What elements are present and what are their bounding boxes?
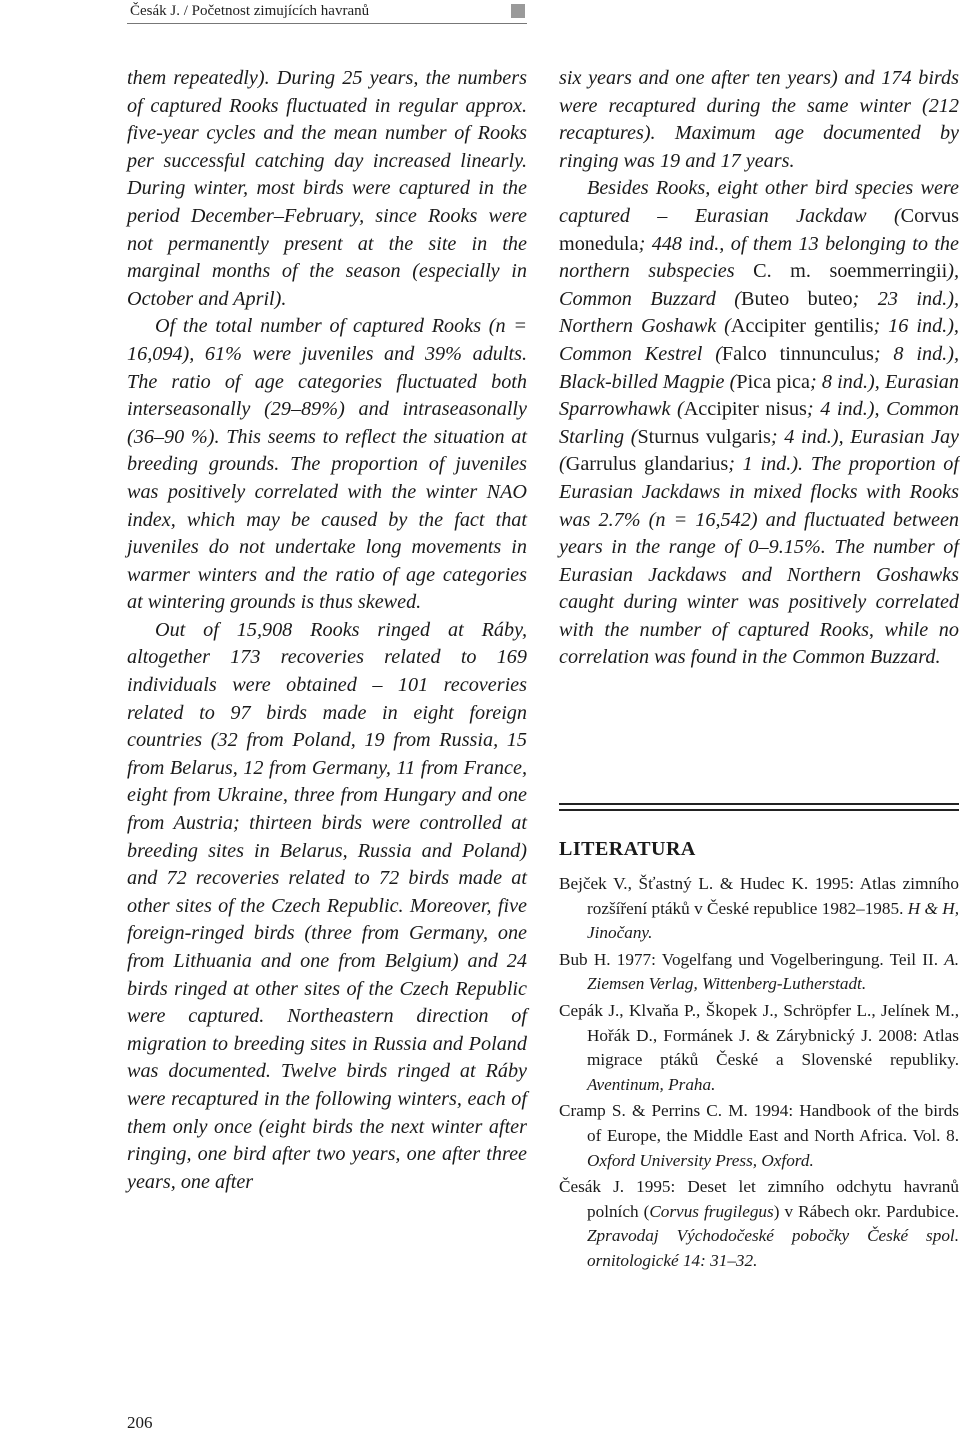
right-column	[559, 65, 959, 672]
species-name: Sturnus vulgaris	[637, 425, 771, 448]
species-name: C. m. soemmerringii	[753, 260, 948, 283]
species-name: Garrulus glandarius	[565, 453, 729, 476]
literature-heading: LITERATURA	[559, 838, 696, 860]
header-square-mark	[511, 4, 525, 18]
page-number: 206	[127, 1413, 153, 1432]
species-name: Accipiter gentilis	[730, 315, 874, 338]
reference-item: Cramp S. & Perrins C. M. 1994: Handbook of the birds of Europe, the Middle East and North Africa. Vol. 8. Oxford University Press, Oxford.	[559, 1101, 959, 1170]
paragraph: six years and one after ten years) and 174 birds were recaptured during the same winter (212 recaptures). Maximum age documented by ringing was 19 and 17 years.	[559, 67, 959, 172]
paragraph-species: Besides Rooks, eight other bird species were captured – Eurasian Jackdaw (Corvus monedula; 448 ind., of them 13 belonging to the northern subspecies C. m. soemmerringii), Common Buzzard (Buteo buteo; 23 ind.), Northern Goshawk (Accipiter gentilis; 16 ind.), Common Kestrel (Falco tinnunculus; 8 ind.), Black-billed Magpie (Pica pica; 8 ind.), Eurasian Sparrowhawk (Accipiter nisus; 4 ind.), Common Starling (Sturnus vulgaris; 4 ind.), Eurasian Jay (Garrulus glandarius; 1 ind.). The proportion of Eurasian Jackdaws in mixed flocks with Rooks was 2.7% (n = 16,542) and fluctuated between years in the range of 0–9.15%. The number of Eurasian Jackdaws and Northern Goshawks caught during winter was positively correlated with the number of captured Rooks, while no correlation was found in the Common Buzzard.	[559, 177, 960, 669]
running-header	[127, 2, 527, 24]
left-column	[127, 65, 527, 1196]
species-name: Buteo buteo	[741, 287, 853, 310]
species-name: Corvus monedula	[559, 204, 959, 255]
paragraph: them repeatedly). During 25 years, the numbers of captured Rooks fluctuated in regular approx. five-year cycles and the mean number of Rooks per successful catching day increased linearly. During winter, most birds were captured in the period December–February, since Rooks were not permanently present at the site in the marginal months of the season (especially in October and April).	[127, 67, 527, 310]
species-name: Accipiter nisus	[683, 398, 807, 421]
reference-list	[559, 872, 959, 1276]
running-title: Česák J. / Početnost zimujících havranů	[130, 3, 370, 19]
reference-item: Česák J. 1995: Deset let zimního odchytu havranů polních (Corvus frugilegus) v Rábech okr. Pardubice. Zpravodaj Východočeské pobočky České spol. ornitologické 14: 31–32.	[559, 1177, 959, 1270]
paragraph: Of the total number of captured Rooks (n = 16,094), 61% were juveniles and 39% adults. The ratio of age categories fluctuated both interseasonally (29–89%) and intraseasonally (36–90 %). This seems to reflect the situation at breeding grounds. The proportion of juveniles was positively correlated with the winter NAO index, which may be caused by the fact that juveniles do not undertake long movements in warmer winters and the ratio of age categories at wintering grounds is thus skewed.	[127, 315, 527, 614]
reference-item: Bub H. 1977: Vogelfang und Vogelberingung. Teil II. A. Ziemsen Verlag, Wittenberg-Lutherstadt.	[559, 949, 959, 994]
species-name: Pica pica	[736, 370, 810, 393]
paragraph: Out of 15,908 Rooks ringed at Ráby, altogether 173 recoveries related to 169 individuals were obtained – 101 recoveries related to 97 birds made in eight foreign countries (32 from Poland, 19 from Russia, 15 from Belarus, 12 from Germany, 11 from France, eight from Ukraine, three from Hungary and one from Austria; thirteen birds were controlled at breeding sites in Belarus, Russia and Poland) and 72 recoveries related to 72 birds made at other sites of the Czech Republic. Moreover, five foreign-ringed birds (three from Germany, one from Lithuania and one from Belgium) and 24 birds ringed at other sites of the Czech Republic were captured. Northeastern direction of migration to breeding sites in Russia and Poland was documented. Twelve birds ringed at Ráby were recaptured in the following winters, each of them only once (eight birds the next winter after ringing, one bird after two years, one after three years, one after	[127, 618, 527, 1193]
section-separator	[559, 803, 959, 811]
header-rule	[127, 23, 527, 24]
species-name: Falco tinnunculus	[721, 342, 874, 365]
reference-item: Bejček V., Šťastný L. & Hudec K. 1995: Atlas zimního rozšíření ptáků v České republice 1982–1985. H & H, Jinočany.	[559, 874, 959, 943]
reference-item: Cepák J., Klvaňa P., Škopek J., Schröpfer L., Jelínek M., Hořák D., Formánek J. & Zárybnický J. 2008: Atlas migrace ptáků České a Slovenské republiky. Aventinum, Praha.	[559, 1000, 959, 1094]
